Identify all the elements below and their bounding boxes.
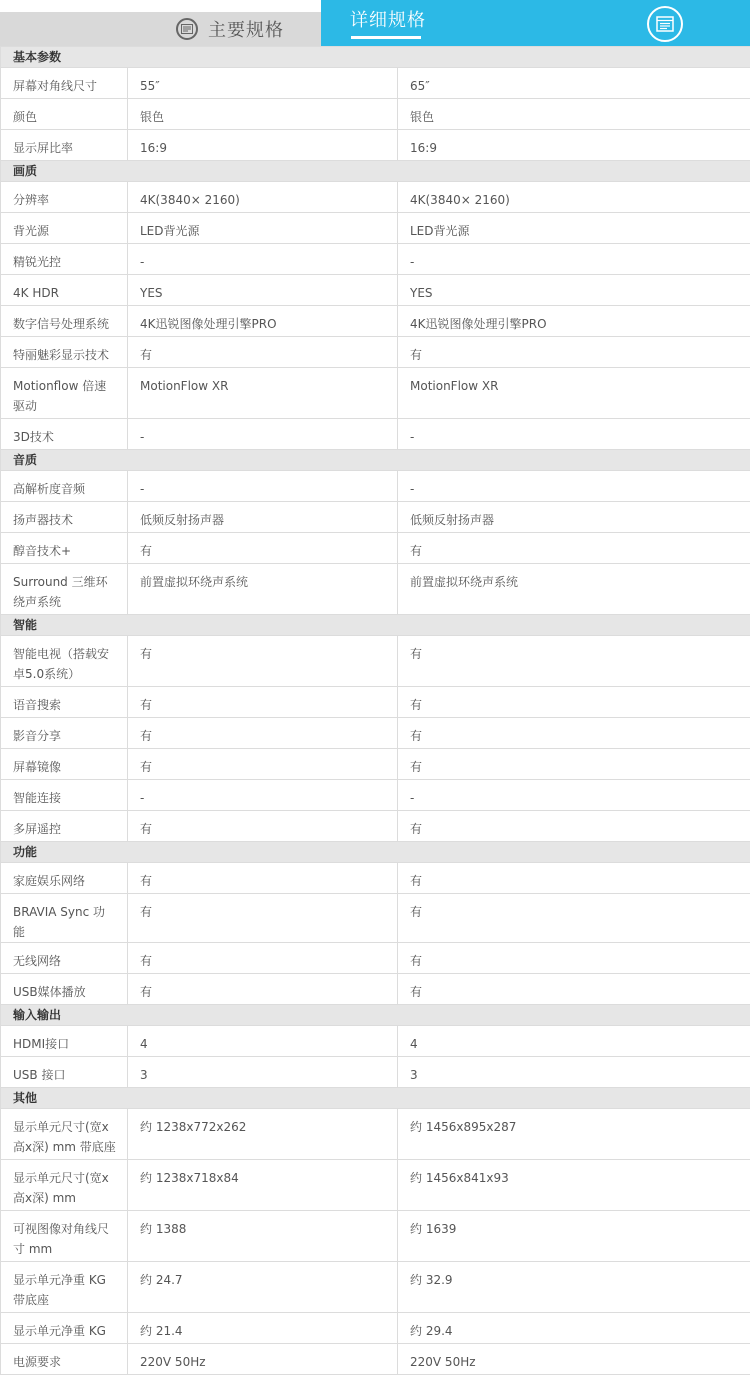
table-row — [1, 1109, 750, 1160]
spec-label: Motionflow 倍速驱动 — [1, 368, 128, 419]
spec-label: USB 接口 — [1, 1057, 128, 1088]
spec-value-model-2: 4K迅锐图像处理引擎PRO — [398, 306, 750, 337]
spec-label: 电源要求 — [1, 1344, 128, 1375]
spec-value-model-1: 约 1238x718x84 — [128, 1160, 398, 1211]
spec-value-model-2: 有 — [398, 974, 750, 1005]
section-header — [1, 161, 750, 182]
section-header — [1, 615, 750, 636]
spec-label: 高解析度音频 — [1, 471, 128, 502]
section-title: 音质 — [1, 450, 750, 471]
spec-value-model-2: YES — [398, 275, 750, 306]
section-title: 基本参数 — [1, 47, 750, 68]
spec-label: 智能电视（搭载安卓5.0系统） — [1, 636, 128, 687]
active-tab-indicator — [351, 36, 421, 39]
spec-label: 语音搜索 — [1, 687, 128, 718]
table-row — [1, 811, 750, 842]
spec-label: 显示屏比率 — [1, 130, 128, 161]
table-row — [1, 718, 750, 749]
table-row — [1, 1344, 750, 1375]
spec-label: 家庭娱乐网络 — [1, 863, 128, 894]
section-title: 其他 — [1, 1088, 750, 1109]
spec-value-model-2: 约 1456x841x93 — [398, 1160, 750, 1211]
spec-label: 精锐光控 — [1, 244, 128, 275]
table-row — [1, 337, 750, 368]
spec-value-model-2: - — [398, 244, 750, 275]
spec-value-model-2: 有 — [398, 749, 750, 780]
spec-value-model-1: YES — [128, 275, 398, 306]
spec-label: 显示单元尺寸(宽x高x深) mm — [1, 1160, 128, 1211]
spec-label: 无线网络 — [1, 943, 128, 974]
section-header — [1, 450, 750, 471]
table-row — [1, 502, 750, 533]
spec-value-model-1: 约 1388 — [128, 1211, 398, 1262]
table-row — [1, 687, 750, 718]
spec-value-model-2: 前置虚拟环绕声系统 — [398, 564, 750, 615]
spec-value-model-2: - — [398, 780, 750, 811]
table-row — [1, 1211, 750, 1262]
spec-label: BRAVIA Sync 功能 — [1, 894, 128, 943]
spec-value-model-1: 55″ — [128, 68, 398, 99]
spec-value-model-2: 有 — [398, 636, 750, 687]
spec-value-model-2: 约 32.9 — [398, 1262, 750, 1313]
spec-value-model-1: 有 — [128, 687, 398, 718]
spec-value-model-2: 65″ — [398, 68, 750, 99]
spec-label: 智能连接 — [1, 780, 128, 811]
spec-value-model-2: 3 — [398, 1057, 750, 1088]
spec-value-model-1: 3 — [128, 1057, 398, 1088]
table-row — [1, 943, 750, 974]
table-row — [1, 894, 750, 943]
spec-value-model-1: 约 24.7 — [128, 1262, 398, 1313]
section-header — [1, 1005, 750, 1026]
table-row — [1, 780, 750, 811]
spec-value-model-2: 约 29.4 — [398, 1313, 750, 1344]
section-header — [1, 47, 750, 68]
spec-detail-icon — [647, 6, 683, 42]
spec-value-model-1: 银色 — [128, 99, 398, 130]
table-row — [1, 368, 750, 419]
spec-value-model-1: - — [128, 780, 398, 811]
spec-label: 可视图像对角线尺寸 mm — [1, 1211, 128, 1262]
spec-value-model-1: - — [128, 471, 398, 502]
spec-value-model-2: 有 — [398, 863, 750, 894]
spec-value-model-1: 有 — [128, 974, 398, 1005]
spec-value-model-1: 有 — [128, 533, 398, 564]
table-row — [1, 244, 750, 275]
spec-value-model-1: 有 — [128, 943, 398, 974]
spec-table-body — [1, 47, 750, 1375]
spec-value-model-1: 低频反射扬声器 — [128, 502, 398, 533]
spec-value-model-1: 220V 50Hz — [128, 1344, 398, 1375]
spec-label: 3D技术 — [1, 419, 128, 450]
spec-value-model-1: 有 — [128, 894, 398, 943]
tab-detail-specs[interactable] — [321, 0, 750, 46]
spec-value-model-2: 16:9 — [398, 130, 750, 161]
table-row — [1, 1262, 750, 1313]
spec-value-model-2: 有 — [398, 718, 750, 749]
tab-detail-label: 详细规格 — [350, 6, 426, 32]
table-row — [1, 749, 750, 780]
table-row — [1, 564, 750, 615]
spec-value-model-1: 前置虚拟环绕声系统 — [128, 564, 398, 615]
spec-value-model-2: 约 1456x895x287 — [398, 1109, 750, 1160]
spec-label: HDMI接口 — [1, 1026, 128, 1057]
table-row — [1, 1313, 750, 1344]
spec-value-model-2: 银色 — [398, 99, 750, 130]
spec-value-model-1: 有 — [128, 718, 398, 749]
spec-value-model-2: MotionFlow XR — [398, 368, 750, 419]
spec-value-model-2: LED背光源 — [398, 213, 750, 244]
section-title: 智能 — [1, 615, 750, 636]
spec-value-model-2: - — [398, 471, 750, 502]
table-row — [1, 1026, 750, 1057]
spec-tabs — [0, 12, 750, 46]
spec-label: 分辨率 — [1, 182, 128, 213]
spec-label: Surround 三维环绕声系统 — [1, 564, 128, 615]
spec-value-model-2: 有 — [398, 894, 750, 943]
spec-value-model-2: - — [398, 419, 750, 450]
spec-value-model-1: 有 — [128, 636, 398, 687]
spec-value-model-1: 有 — [128, 811, 398, 842]
spec-value-model-2: 有 — [398, 811, 750, 842]
spec-value-model-1: - — [128, 244, 398, 275]
spec-value-model-2: 4 — [398, 1026, 750, 1057]
section-header — [1, 842, 750, 863]
section-title: 功能 — [1, 842, 750, 863]
table-row — [1, 1057, 750, 1088]
table-row — [1, 419, 750, 450]
spec-value-model-2: 约 1639 — [398, 1211, 750, 1262]
table-row — [1, 130, 750, 161]
table-row — [1, 182, 750, 213]
spec-label: 4K HDR — [1, 275, 128, 306]
spec-value-model-1: 约 21.4 — [128, 1313, 398, 1344]
table-row — [1, 68, 750, 99]
spec-value-model-2: 有 — [398, 687, 750, 718]
spec-label: 影音分享 — [1, 718, 128, 749]
spec-label: 显示单元尺寸(宽x高x深) mm 带底座 — [1, 1109, 128, 1160]
section-header — [1, 1088, 750, 1109]
spec-value-model-1: 4K迅锐图像处理引擎PRO — [128, 306, 398, 337]
spec-label: 显示单元净重 KG 带底座 — [1, 1262, 128, 1313]
spec-label: 扬声器技术 — [1, 502, 128, 533]
spec-value-model-2: 220V 50Hz — [398, 1344, 750, 1375]
tab-main-label: 主要规格 — [208, 16, 284, 42]
spec-label: 多屏遥控 — [1, 811, 128, 842]
spec-value-model-1: 有 — [128, 863, 398, 894]
table-row — [1, 471, 750, 502]
spec-label: 背光源 — [1, 213, 128, 244]
spec-value-model-2: 有 — [398, 533, 750, 564]
spec-value-model-2: 4K(3840× 2160) — [398, 182, 750, 213]
spec-value-model-1: LED背光源 — [128, 213, 398, 244]
spec-label: USB媒体播放 — [1, 974, 128, 1005]
spec-list-icon — [176, 18, 198, 40]
spec-label: 显示单元净重 KG — [1, 1313, 128, 1344]
table-row — [1, 213, 750, 244]
table-row — [1, 533, 750, 564]
section-title: 画质 — [1, 161, 750, 182]
table-row — [1, 99, 750, 130]
spec-table — [0, 46, 750, 1375]
spec-value-model-2: 有 — [398, 943, 750, 974]
spec-value-model-1: 16:9 — [128, 130, 398, 161]
table-row — [1, 863, 750, 894]
spec-value-model-1: 有 — [128, 749, 398, 780]
spec-value-model-2: 有 — [398, 337, 750, 368]
spec-label: 醇音技术+ — [1, 533, 128, 564]
spec-label: 屏幕镜像 — [1, 749, 128, 780]
tab-main-specs[interactable] — [0, 12, 321, 46]
table-row — [1, 974, 750, 1005]
spec-value-model-1: 4 — [128, 1026, 398, 1057]
table-row — [1, 636, 750, 687]
table-row — [1, 1160, 750, 1211]
spec-label: 颜色 — [1, 99, 128, 130]
spec-label: 屏幕对角线尺寸 — [1, 68, 128, 99]
table-row — [1, 306, 750, 337]
spec-value-model-2: 低频反射扬声器 — [398, 502, 750, 533]
spec-label: 特丽魅彩显示技术 — [1, 337, 128, 368]
spec-value-model-1: - — [128, 419, 398, 450]
spec-label: 数字信号处理系统 — [1, 306, 128, 337]
spec-value-model-1: 4K(3840× 2160) — [128, 182, 398, 213]
section-title: 输入输出 — [1, 1005, 750, 1026]
spec-value-model-1: MotionFlow XR — [128, 368, 398, 419]
spec-value-model-1: 约 1238x772x262 — [128, 1109, 398, 1160]
table-row — [1, 275, 750, 306]
spec-value-model-1: 有 — [128, 337, 398, 368]
